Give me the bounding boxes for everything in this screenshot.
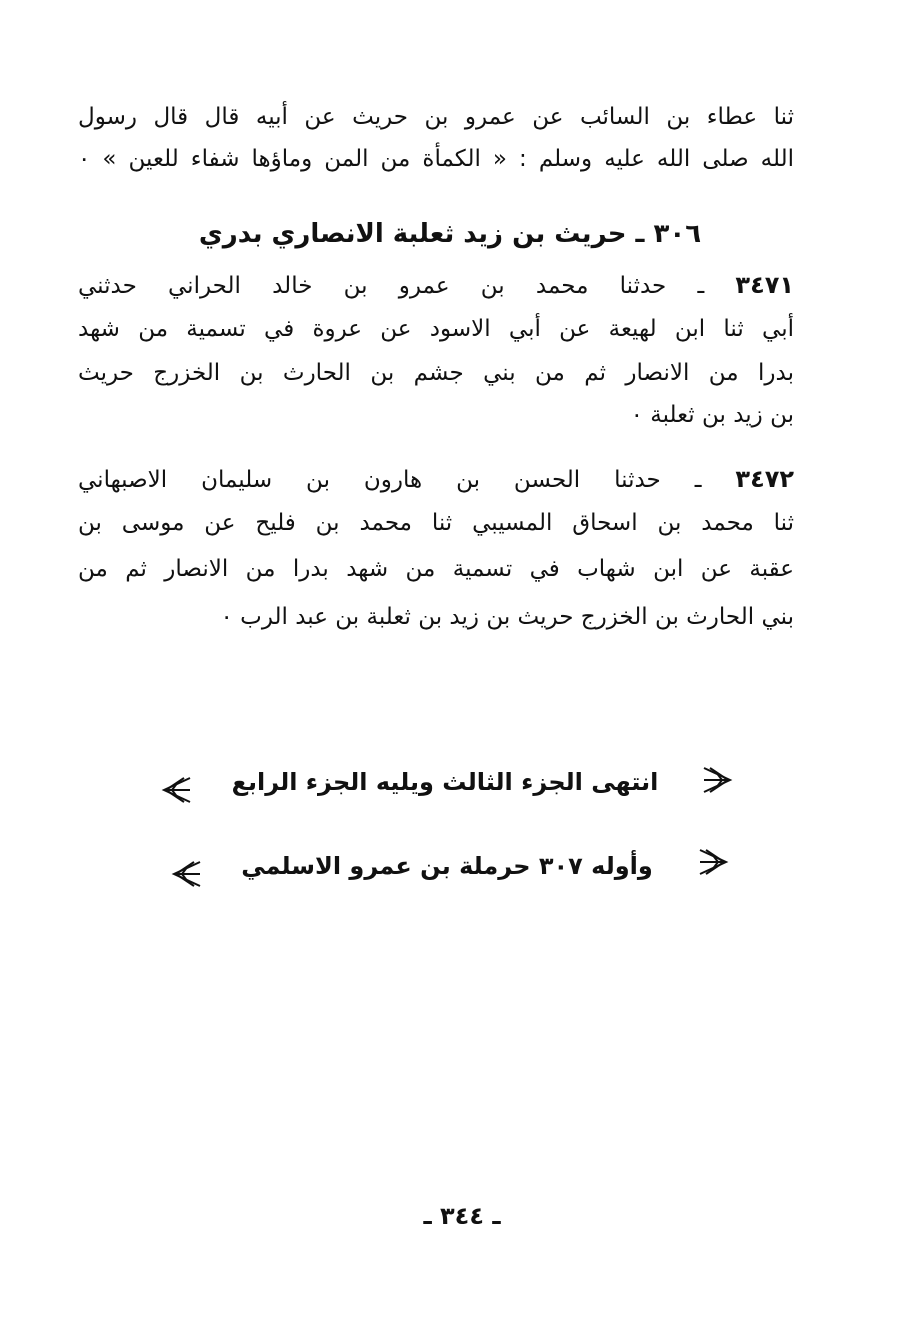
ornament-icon bbox=[160, 774, 194, 806]
hadith-number: ٣٤٧١ bbox=[735, 271, 794, 299]
hadith-number: ٣٤٧٢ bbox=[735, 465, 794, 493]
ornament-icon bbox=[696, 846, 730, 878]
hadith-3472-line-2: ثنا محمد بن اسحاق المسيبي ثنا محمد بن فليح عن موسى بن bbox=[78, 510, 794, 536]
intro-line-2: الله صلى الله عليه وسلم : « الكمأة من المن وماؤها شفاء للعين » ٠ bbox=[78, 146, 794, 172]
section-heading: ٣٠٦ ـ حريث بن زيد ثعلبة الانصاري بدري bbox=[198, 219, 702, 249]
hadith-3471-line-2: أبي ثنا ابن لهيعة عن أبي الاسود عن عروة في تسمية من شهد bbox=[78, 316, 794, 342]
page-number: ـ ٣٤٤ ـ bbox=[423, 1202, 501, 1230]
hadith-3472-line-4: بني الحارث بن الخزرج حريث بن زيد بن ثعلبة بن عبد الرب ٠ bbox=[220, 604, 794, 630]
intro-line-1: ثنا عطاء بن السائب عن عمرو بن حريث عن أبيه قال قال رسول bbox=[78, 104, 794, 130]
hadith-text: ـ حدثنا محمد بن عمرو بن خالد الحراني حدثني bbox=[78, 273, 705, 299]
hadith-3471-line-4: بن زيد بن ثعلبة ٠ bbox=[630, 402, 794, 428]
hadith-3471-line-1 bbox=[78, 268, 794, 302]
closing-line-1: انتهى الجزء الثالث ويليه الجزء الرابع bbox=[231, 768, 659, 796]
hadith-text: ـ حدثنا الحسن بن هارون بن سليمان الاصبهاني bbox=[78, 467, 702, 493]
hadith-3472-line-1 bbox=[78, 462, 794, 496]
closing-line-2: وأوله ٣٠٧ حرملة بن عمرو الاسلمي bbox=[241, 852, 653, 880]
ornament-icon bbox=[170, 858, 204, 890]
hadith-3471-line-3: بدرا من الانصار ثم من بني جشم بن الحارث بن الخزرج حريث bbox=[78, 360, 794, 386]
hadith-3472-line-3: عقبة عن ابن شهاب في تسمية من شهد بدرا من الانصار ثم من bbox=[78, 556, 794, 582]
ornament-icon bbox=[700, 764, 734, 796]
